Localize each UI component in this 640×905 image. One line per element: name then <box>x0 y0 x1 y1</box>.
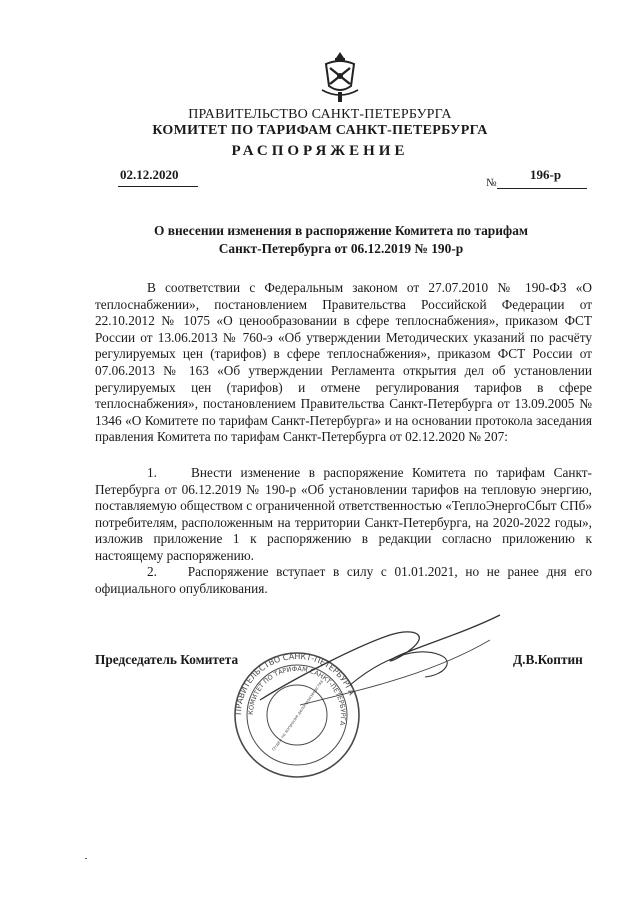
document-date: 02.12.2020 <box>120 167 179 182</box>
signatory-position: Председатель Комитета <box>95 652 239 667</box>
number-sign: № <box>486 177 497 189</box>
scan-speck <box>85 858 87 859</box>
stamp-center-text: Отдел по вопросам делопроизводства <box>270 678 324 752</box>
document-title-line-1: О внесении изменения в распоряжение Комитета по тарифам <box>153 223 529 238</box>
stamp-outer-text: ПРАВИТЕЛЬСТВО САНКТ-ПЕТЕРБУРГА <box>233 651 357 716</box>
coat-of-arms-icon <box>316 50 364 104</box>
stamp-ring-text: КОМИТЕТ ПО ТАРИФАМ САНКТ-ПЕТЕРБУРГА <box>246 664 348 727</box>
signatory-name: Д.В.Коптин <box>513 652 583 667</box>
document-type: РАСПОРЯЖЕНИЕ <box>231 143 409 159</box>
date-underline <box>118 186 198 187</box>
document-title-line-2: Санкт-Петербурга от 06.12.2019 № 190-р <box>218 241 464 256</box>
preamble-paragraph: В соответствии с Федеральным законом от 27.07.2010 № 190-ФЗ «О теплоснабжении», постановлением Правительства Российской Федерации от 22.10.2012 № 1075 «О ценообразовании в сфере теплоснабжения», приказом ФСТ России от 13.06.2013 № 760-э «Об утверждении Методических указаний по расчёту регулируемых цен (тарифов) в сфере теплоснабжения», приказом ФСТ России от 07.06.2013 № 163 «Об утверждении Регламента открытия дел об установлении регулируемых цен (тарифов) и отмене регулирования тарифов в сфере теплоснабжения», постановлением Правительства Санкт-Петербурга от 13.09.2005 № 1346 «О Комитете по тарифам Санкт-Петербурга» и на основании протокола заседания правления Комитета по тарифам Санкт-Петербурга от 02.12.2020 № 207: <box>95 280 592 445</box>
order-item-1: 1. Внести изменение в распоряжение Комитета по тарифам Санкт-Петербурга от 06.12.2019 № 190-р «Об установлении тарифов на тепловую энергию, поставляемую обществом с ограниченной ответственностью «ТеплоЭнергоСбыт СПб» потребителям, расположенным на территории Санкт-Петербурга, на 2020-2022 годы», изложив приложение 1 к распоряжению в редакции согласно приложению к настоящему распоряжению. <box>95 465 592 563</box>
government-name: ПРАВИТЕЛЬСТВО САНКТ-ПЕТЕРБУРГА <box>188 107 452 122</box>
order-item-2: 2. Распоряжение вступает в силу с 01.01.2021, но не ранее дня его официального опубликования. <box>95 564 592 596</box>
committee-name: КОМИТЕТ ПО ТАРИФАМ САНКТ-ПЕТЕРБУРГА <box>152 123 488 138</box>
number-underline <box>497 188 587 189</box>
document-number: 196-р <box>530 167 562 182</box>
official-stamp-icon <box>232 650 362 780</box>
